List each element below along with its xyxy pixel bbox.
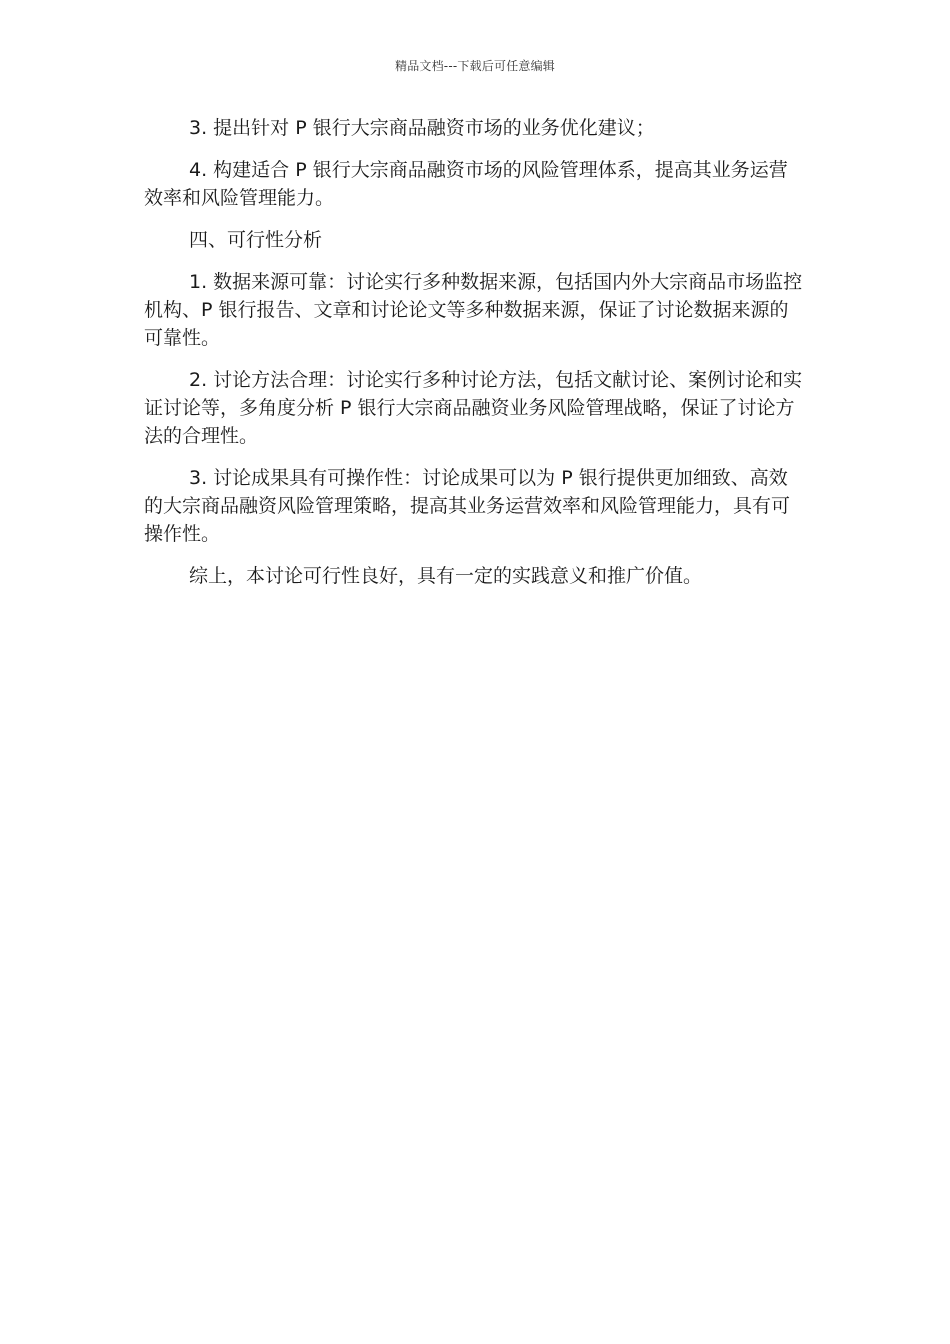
paragraph-conclusion: 综上，本讨论可行性良好，具有一定的实践意义和推广价值。 — [189, 565, 703, 587]
paragraph-feasibility-2: 2. 讨论方法合理：讨论实行多种讨论方法，包括文献讨论、案例讨论和实证讨论等，多角度分析 P 银行大宗商品融资业务风险管理战略，保证了讨论方法的合理性。 — [144, 369, 803, 447]
page-header: 精品文档---下载后可任意编辑 — [395, 59, 555, 73]
paragraph-objective-3: 3. 提出针对 P 银行大宗商品融资市场的业务优化建议； — [189, 117, 655, 139]
section-heading-feasibility: 四、可行性分析 — [189, 229, 323, 251]
document-body — [144, 114, 806, 604]
paragraph-feasibility-3: 3. 讨论成果具有可操作性：讨论成果可以为 P 银行提供更加细致、高效的大宗商品融资风险管理策略，提高其业务运营效率和风险管理能力，具有可操作性。 — [144, 467, 791, 545]
paragraph-objective-4: 4. 构建适合 P 银行大宗商品融资市场的风险管理体系，提高其业务运营效率和风险管理能力。 — [144, 159, 788, 209]
paragraph-feasibility-1: 1. 数据来源可靠：讨论实行多种数据来源，包括国内外大宗商品市场监控机构、P 银行报告、文章和讨论论文等多种数据来源，保证了讨论数据来源的可靠性。 — [144, 271, 803, 349]
